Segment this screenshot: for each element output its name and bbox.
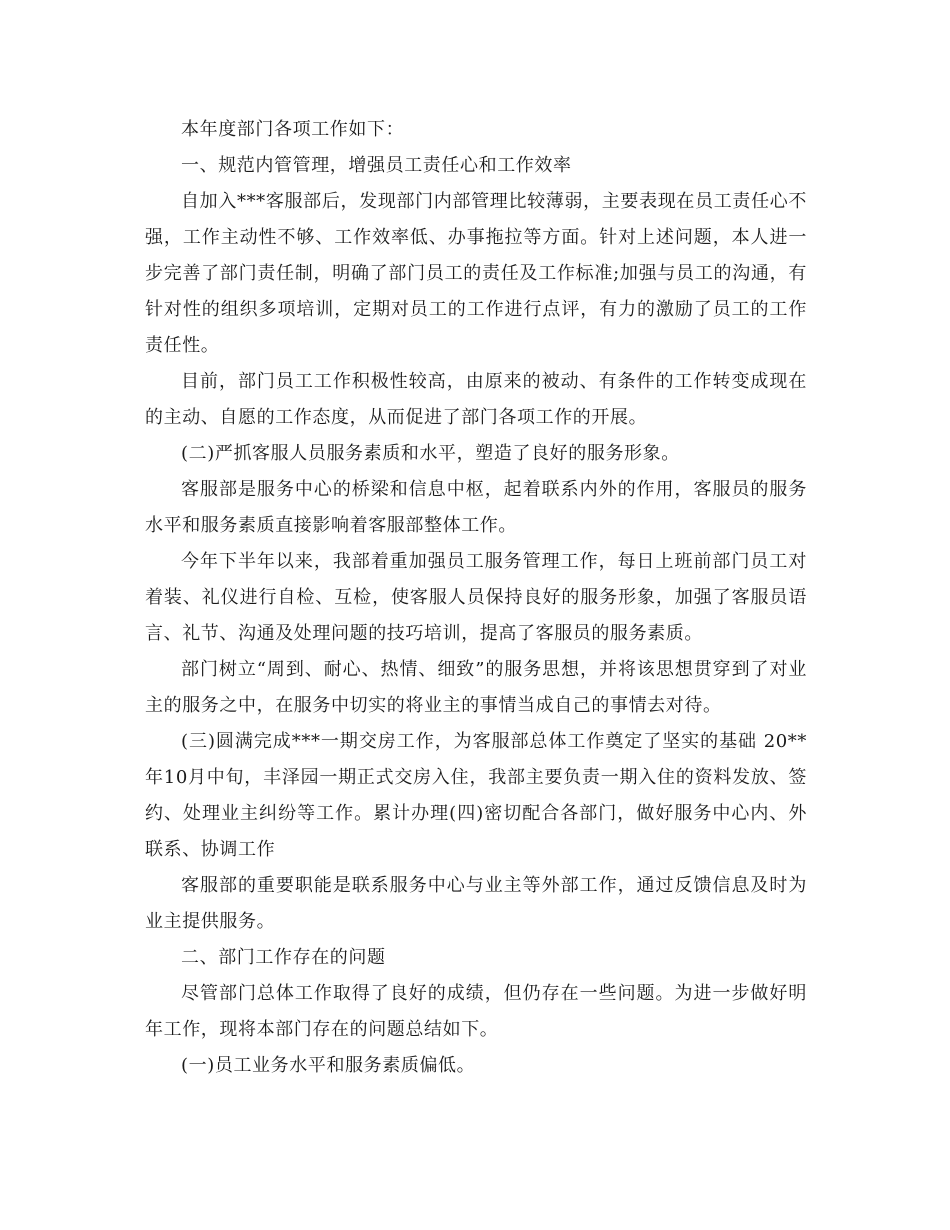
paragraph: 尽管部门总体工作取得了良好的成绩，但仍存在一些问题。为进一步做好明年工作，现将本部门存在的问题总结如下。	[145, 983, 807, 1040]
subheading: (三)圆满完成***一期交房工作，为客服部总体工作奠定了坚实的基础 20**年10月中旬，丰泽园一期正式交房入住，我部主要负责一期入住的资料发放、签约、处理业主纠纷等工作。累计办理(四)密切配合各部门，做好服务中心内、外联系、协调工作	[145, 731, 807, 860]
paragraph: 客服部的重要职能是联系服务中心与业主等外部工作，通过反馈信息及时为业主提供服务。	[145, 875, 807, 932]
paragraph: 今年下半年以来，我部着重加强员工服务管理工作，每日上班前部门员工对着装、礼仪进行自检、互检，使客服人员保持良好的服务形象，加强了客服员语言、礼节、沟通及处理问题的技巧培训，提高了客服员的服务素质。	[145, 551, 807, 644]
paragraph: 客服部是服务中心的桥梁和信息中枢，起着联系内外的作用，客服员的服务水平和服务素质直接影响着客服部整体工作。	[145, 479, 807, 536]
heading-section-1: 一、规范内管管理，增强员工责任心和工作效率	[181, 155, 572, 176]
paragraph-intro: 本年度部门各项工作如下：	[181, 119, 405, 140]
heading-section-2: 二、部门工作存在的问题	[181, 947, 386, 968]
subheading: (一)员工业务水平和服务素质偏低。	[181, 1055, 476, 1076]
document-body	[145, 112, 807, 1084]
paragraph: 自加入***客服部后，发现部门内部管理比较薄弱，主要表现在员工责任心不强，工作主动性不够、工作效率低、办事拖拉等方面。针对上述问题，本人进一步完善了部门责任制，明确了部门员工的责任及工作标准;加强与员工的沟通，有针对性的组织多项培训，定期对员工的工作进行点评，有力的激励了员工的工作责任性。	[145, 191, 807, 356]
paragraph: 目前，部门员工工作积极性较高，由原来的被动、有条件的工作转变成现在的主动、自愿的工作态度，从而促进了部门各项工作的开展。	[145, 371, 807, 428]
subheading: (二)严抓客服人员服务素质和水平，塑造了良好的服务形象。	[181, 443, 680, 464]
paragraph: 部门树立“周到、耐心、热情、细致”的服务思想，并将该思想贯穿到了对业主的服务之中，在服务中切实的将业主的事情当成自己的事情去对待。	[145, 659, 807, 716]
